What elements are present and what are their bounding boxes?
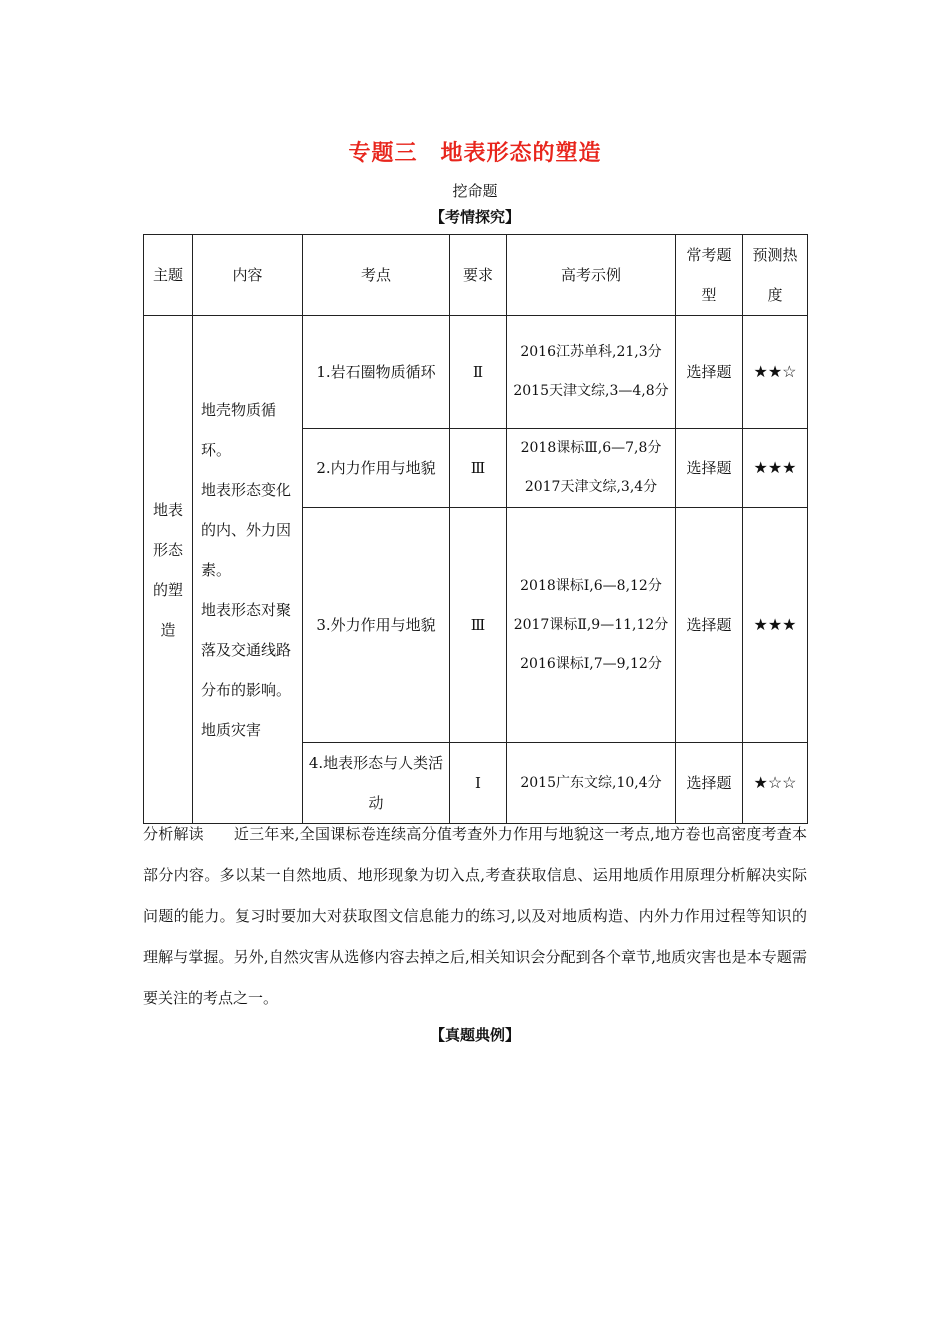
requirement-cell: Ⅲ xyxy=(450,508,507,743)
page-subtitle: 挖命题 xyxy=(452,182,498,200)
point-cell: 2.内力作用与地貌 xyxy=(303,429,450,508)
type-cell: 选择题 xyxy=(676,429,743,508)
examples-cell xyxy=(507,429,676,508)
header-cell: 考点 xyxy=(303,235,450,316)
point-cell: 1.岩石圈物质循环 xyxy=(303,316,450,429)
examples-cell xyxy=(507,316,676,429)
table-header-row xyxy=(144,235,808,316)
type-cell: 选择题 xyxy=(676,743,743,824)
content-item: 地质灾害 xyxy=(201,720,262,739)
header-cell: 主题 xyxy=(144,235,193,316)
examples-cell xyxy=(507,508,676,743)
example-item: 2017课标Ⅱ,9—11,12分 xyxy=(513,616,669,633)
examples-cell xyxy=(507,743,676,824)
requirement-cell: Ⅰ xyxy=(450,743,507,824)
point-cell: 3.外力作用与地貌 xyxy=(303,508,450,743)
example-item: 2018课标Ⅰ,6—8,12分 xyxy=(520,577,662,594)
point-cell: 4.地表形态与人类活动 xyxy=(303,743,450,824)
analysis-label: 分析解读 xyxy=(143,825,204,843)
example-item: 2015广东文综,10,4分 xyxy=(520,774,662,791)
heat-rating: ★★★ xyxy=(743,508,808,743)
content-item: 地表形态对聚落及交通线路分布的影响。 xyxy=(201,600,292,699)
header-cell: 内容 xyxy=(193,235,303,316)
heat-rating: ★☆☆ xyxy=(743,743,808,824)
table-row xyxy=(144,316,808,429)
example-item: 2018课标Ⅲ,6—7,8分 xyxy=(520,440,662,456)
header-cell: 常考题型 xyxy=(676,235,743,316)
header-cell: 要求 xyxy=(450,235,507,316)
content-cell xyxy=(193,316,303,824)
example-item: 2015天津文综,3—4,8分 xyxy=(513,383,669,399)
content-item: 地表形态变化的内、外力因素。 xyxy=(201,480,292,579)
analysis-text: 近三年来,全国课标卷连续高分值考查外力作用与地貌这一考点,地方卷也高密度考查本部分内容。多以某一自然地质、地形现象为切入点,考查获取信息、运用地质作用原理分析解决实际问题的能力。复习时要加大对获取图文信息能力的练习,以及对地质构造、内外力作用过程等知识的理解与掌握。另外,自然灾害从选修内容去掉之后,相关知识会分配到各个章节,地质灾害也是本专题需要关注的考点之一。 xyxy=(143,825,807,1007)
example-item: 2016课标Ⅰ,7—9,12分 xyxy=(520,655,662,672)
content-item: 地壳物质循环。 xyxy=(201,400,277,459)
heat-rating: ★★★ xyxy=(743,429,808,508)
header-cell: 预测热度 xyxy=(743,235,808,316)
page-title: 专题三 地表形态的塑造 xyxy=(348,141,602,166)
section-heading-kaoqing: 【考情探究】 xyxy=(429,208,520,226)
type-cell: 选择题 xyxy=(676,316,743,429)
type-cell: 选择题 xyxy=(676,508,743,743)
heat-rating: ★★☆ xyxy=(743,316,808,429)
requirement-cell: Ⅱ xyxy=(450,316,507,429)
example-item: 2017天津文综,3,4分 xyxy=(524,479,658,495)
requirement-cell: Ⅲ xyxy=(450,429,507,508)
topic-cell: 地表形态的塑造 xyxy=(144,316,193,824)
analysis-paragraph xyxy=(143,814,807,1019)
section-heading-zhenti: 【真题典例】 xyxy=(429,1026,520,1044)
header-cell: 高考示例 xyxy=(507,235,676,316)
exam-table xyxy=(143,234,808,824)
example-item: 2016江苏单科,21,3分 xyxy=(520,344,662,360)
